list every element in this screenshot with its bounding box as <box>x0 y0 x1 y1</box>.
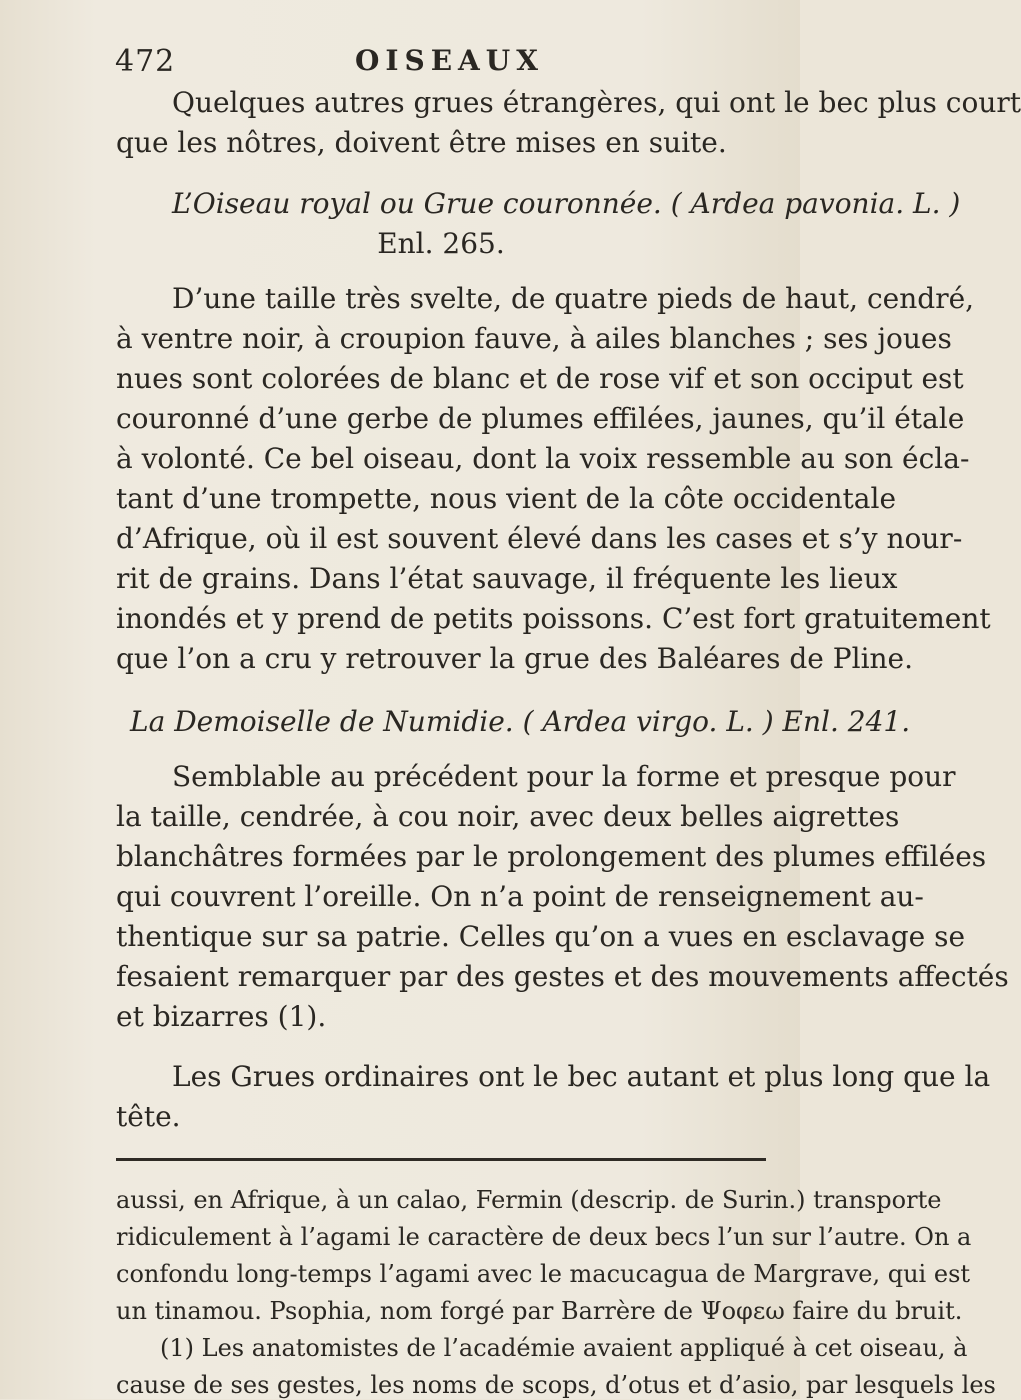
body-line: tête. <box>116 1100 181 1133</box>
footnote-line: ridiculement à l’agami le caractère de deux becs l’un sur l’autre. On a <box>116 1223 972 1251</box>
body-line: nues sont colorées de blanc et de rose vif et son occiput est <box>116 362 964 395</box>
body-line: tant d’une trompette, nous vient de la côte occidentale <box>116 482 897 515</box>
body-line: D’une taille très svelte, de quatre pieds de haut, cendré, <box>172 282 975 315</box>
body-line: couronné d’une gerbe de plumes effilées, jaunes, qu’il étale <box>116 402 965 435</box>
body-line: thentique sur sa patrie. Celles qu’on a vues en esclavage se <box>116 920 966 953</box>
footnote-line: cause de ses gestes, les noms de scops, d’otus et d’asio, par lesquels les <box>116 1371 996 1399</box>
body-line: qui couvrent l’oreille. On n’a point de renseignement au- <box>116 880 924 913</box>
footnote-line: un tinamou. Psophia, nom forgé par Barrère de Ψοφεω faire du bruit. <box>116 1297 963 1325</box>
body-line: Les Grues ordinaires ont le bec autant et plus long que la <box>172 1060 991 1093</box>
footnote-rule <box>116 1158 766 1161</box>
body-line: la taille, cendrée, à cou noir, avec deux belles aigrettes <box>116 800 900 833</box>
body-line: à ventre noir, à croupion fauve, à ailes blanches ; ses joues <box>116 322 952 355</box>
body-line: et bizarres (1). <box>116 1000 327 1033</box>
body-line: Quelques autres grues étrangères, qui ont le bec plus court <box>172 86 1021 119</box>
body-line: rit de grains. Dans l’état sauvage, il fréquente les lieux <box>116 562 898 595</box>
page-header <box>115 44 755 84</box>
body-line: que l’on a cru y retrouver la grue des Baléares de Pline. <box>116 642 914 675</box>
footnote-line: (1) Les anatomistes de l’académie avaient appliqué à cet oiseau, à <box>160 1334 968 1362</box>
body-line: fesaient remarquer par des gestes et des mouvements affectés <box>116 960 1009 993</box>
section-title-royal-bird: L’Oiseau royal ou Grue couronnée. ( Ardea pavonia. L. ) <box>172 187 961 220</box>
plate-reference: Enl. 265. <box>377 227 505 260</box>
body-line: que les nôtres, doivent être mises en suite. <box>116 126 727 159</box>
page-number: 472 <box>115 44 176 79</box>
running-title: OISEAUX <box>355 44 544 77</box>
body-line: inondés et y prend de petits poissons. C’est fort gratuitement <box>116 602 991 635</box>
footnote-line: confondu long-temps l’agami avec le macucagua de Margrave, qui est <box>116 1260 971 1288</box>
section-title-demoiselle: La Demoiselle de Numidie. ( Ardea virgo. L. ) Enl. 241. <box>130 705 911 738</box>
footnote-line: aussi, en Afrique, à un calao, Fermin (descrip. de Surin.) transporte <box>116 1186 942 1214</box>
body-line: blanchâtres formées par le prolongement des plumes effilées <box>116 840 987 873</box>
body-line: à volonté. Ce bel oiseau, dont la voix ressemble au son écla- <box>116 442 970 475</box>
body-line: Semblable au précédent pour la forme et presque pour <box>172 760 956 793</box>
body-line: d’Afrique, où il est souvent élevé dans les cases et s’y nour- <box>116 522 963 555</box>
